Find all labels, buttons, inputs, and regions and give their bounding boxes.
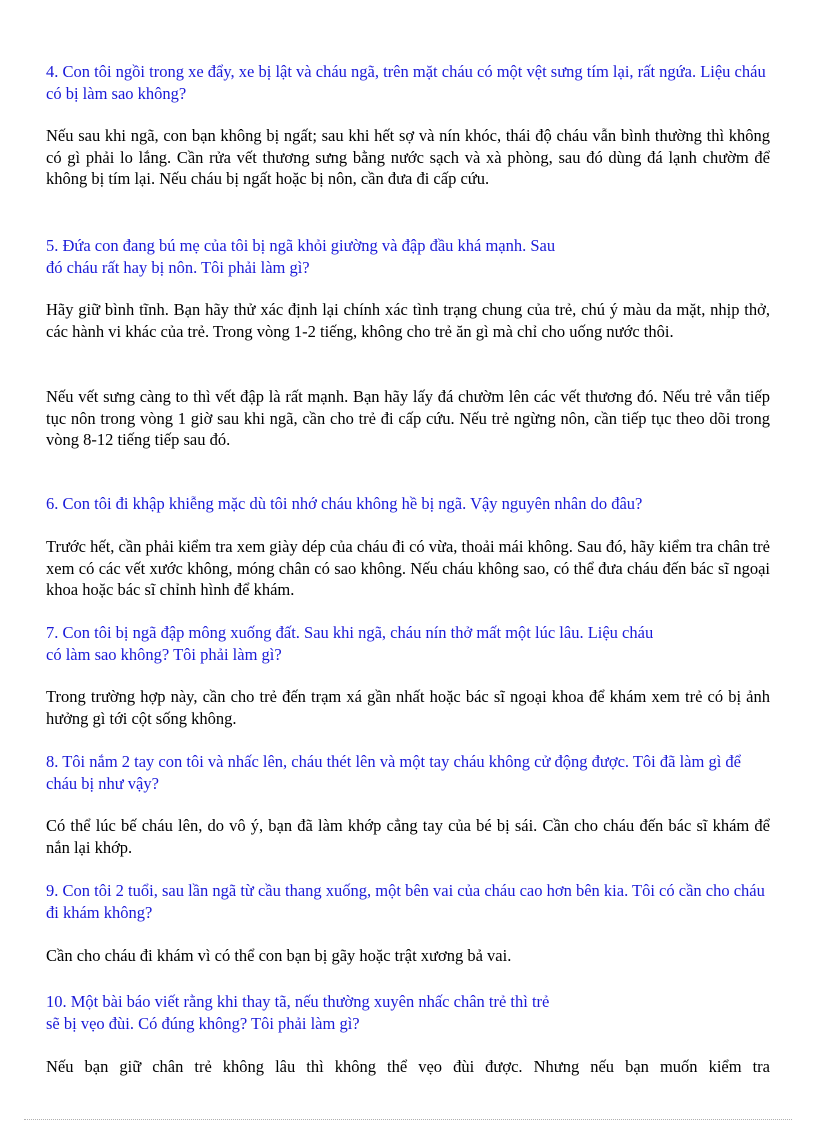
answer-5-paragraph-2: Nếu vết sưng càng to thì vết đập là rất mạnh. Bạn hãy lấy đá chườm lên các vết thương đó. Nếu trẻ vẫn tiếp tục nôn trong vòng 1 giờ sau khi ngã, cần cho trẻ đi cấp cứu. Nếu trẻ ngừng nôn, cần tiếp tục theo dõi trong vòng 8-12 tiếng tiếp sau đó. [46, 387, 770, 449]
question-10-line-2: sẽ bị vẹo đùi. Có đúng không? Tôi phải làm gì? [46, 1013, 360, 1033]
answer-5-paragraph-1: Hãy giữ bình tĩnh. Bạn hãy thử xác định lại chính xác tình trạng chung của trẻ, chú ý màu da mặt, nhịp thở, các hành vi khác của trẻ. Trong vòng 1-2 tiếng, không cho trẻ ăn gì mà chỉ cho uống nước thôi. [46, 300, 770, 341]
question-10-line-1: 10. Một bài báo viết rằng khi thay tã, nếu thường xuyên nhấc chân trẻ thì trẻ [46, 992, 550, 1011]
question-7 [46, 622, 770, 665]
answer-9: Cần cho cháu đi khám vì có thể con bạn bị gãy hoặc trật xương bả vai. [46, 946, 512, 965]
question-6: 6. Con tôi đi khập khiễng mặc dù tôi nhớ cháu không hề bị ngã. Vậy nguyên nhân do đâu? [46, 494, 643, 513]
question-7-line-2: có làm sao không? Tôi phải làm gì? [46, 644, 282, 664]
question-4: 4. Con tôi ngồi trong xe đẩy, xe bị lật và cháu ngã, trên mặt cháu có một vệt sưng tím lại, rất ngứa. Liệu cháu có bị làm sao không? [46, 62, 766, 103]
answer-8: Có thể lúc bế cháu lên, do vô ý, bạn đã làm khớp cẳng tay của bé bị sái. Cần cho cháu đến bác sĩ khám để nắn lại khớp. [46, 816, 770, 857]
question-8: 8. Tôi nắm 2 tay con tôi và nhấc lên, cháu thét lên và một tay cháu không cử động được. Tôi đã làm gì để cháu bị như vậy? [46, 752, 741, 793]
question-9: 9. Con tôi 2 tuổi, sau lần ngã từ cầu thang xuống, một bên vai của cháu cao hơn bên kia. Tôi có cần cho cháu đi khám không? [46, 881, 765, 922]
question-5 [46, 235, 770, 278]
question-5-line-2: đó cháu rất hay bị nôn. Tôi phải làm gì? [46, 257, 310, 277]
question-10 [46, 991, 770, 1034]
question-7-line-1: 7. Con tôi bị ngã đập mông xuống đất. Sau khi ngã, cháu nín thở mất một lúc lâu. Liệu cháu [46, 623, 654, 642]
answer-6: Trước hết, cần phải kiểm tra xem giày dép của cháu đi có vừa, thoải mái không. Sau đó, hãy kiểm tra chân trẻ xem có các vết xước không, móng chân có sao không. Nếu cháu không sao, có thể đưa cháu đến bác sĩ ngoại khoa hoặc bác sĩ chỉnh hình để khám. [46, 537, 770, 599]
page-bottom-divider [24, 1119, 792, 1120]
answer-10: Nếu bạn giữ chân trẻ không lâu thì không thể vẹo đùi được. Nhưng nếu bạn muốn kiểm tra [46, 1057, 770, 1076]
question-5-line-1: 5. Đứa con đang bú mẹ của tôi bị ngã khỏi giường và đập đầu khá mạnh. Sau [46, 236, 556, 255]
answer-4: Nếu sau khi ngã, con bạn không bị ngất; sau khi hết sợ và nín khóc, thái độ cháu vẫn bình thường thì không có gì phải lo lắng. Cần rửa vết thương sưng bằng nước sạch và xà phòng, sau đó dùng đá lạnh chườm để không bị tím lại. Nếu cháu bị ngất hoặc bị nôn, cần đưa đi cấp cứu. [46, 126, 770, 188]
answer-7: Trong trường hợp này, cần cho trẻ đến trạm xá gần nhất hoặc bác sĩ ngoại khoa để khám xem trẻ có bị ảnh hưởng gì tới cột sống không. [46, 687, 770, 728]
